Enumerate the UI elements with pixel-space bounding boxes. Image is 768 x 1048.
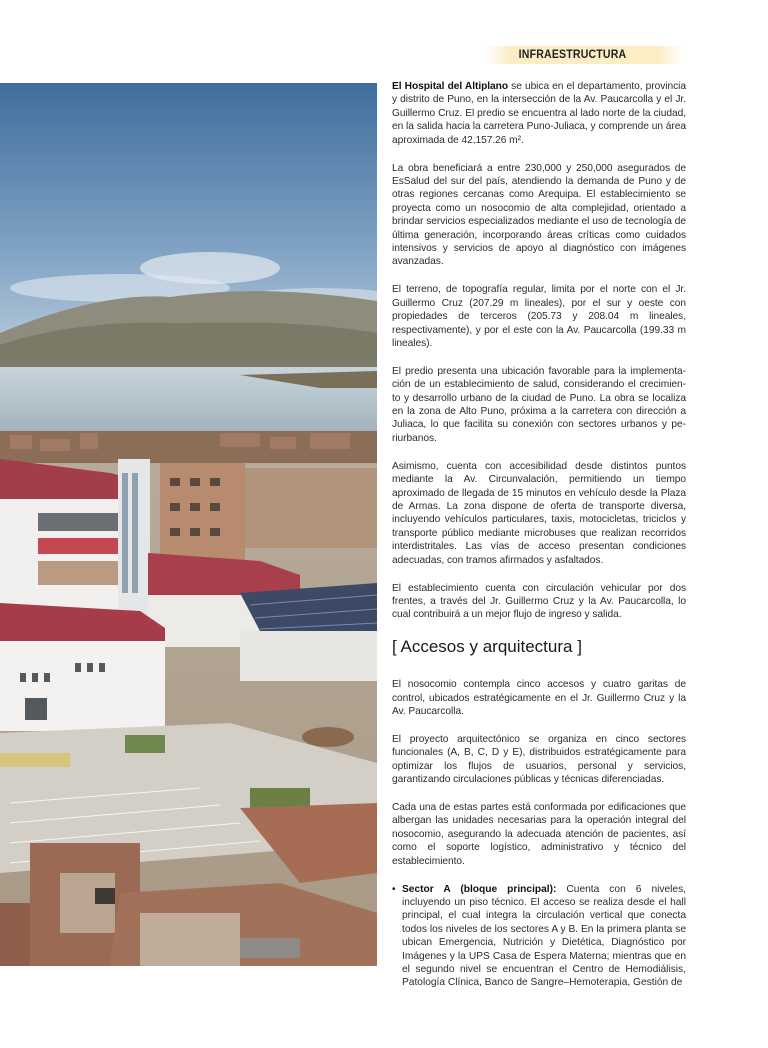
paragraph-terrain: El terreno, de topografía regular, limita por el norte con el Jr. Guillermo Cruz (207.29 m lineales), por el sur y oeste con propiedades de terceros (205.73 y 208.04 m lineales, respectivamente), y por el este con la Av. Paucarcolla (199.33 m lineales).: [392, 284, 686, 349]
hospital-aerial-photo: [0, 83, 377, 966]
photo-illustration: [0, 83, 377, 966]
sector-a-text: Cuenta con 6 niveles, incluyendo un piso técnico. El acceso se realiza desde el hall principal, el cual integra la circulación vertical que conecta todos los niveles de los sectores A y B. En la primera planta se ubican Emergencia, Nutrición y Dietética, Diagnóstico por Imágenes y la UPS Casa de Espera Materna; mientras que en el segundo nivel se encuentran el Centro de Hemodiálisis, Patología Clínica, Banco de Sangre–Hemoterapia, Gestión de: [402, 883, 686, 989]
location-text: se ubica en el departamento, provincia y distrito de Puno, en la intersección de la Av. Paucarcolla y el Jr. Guillermo Cruz. El predio se encuentra al lado norte de la ciudad, en la salida hacia la carretera Puno-Juliaca, y comprende un área aproximada de 42,157.26 m².: [392, 81, 686, 146]
paragraph-buildings: Cada una de estas partes está conformada por edificaciones que albergan las unidades necesarias para la operación integral del nosocomio, asegurando la adecuada atención de pacientes, así como el soporte logístico, administrativo y técnico del establecimiento.: [392, 802, 686, 867]
section-label: INFRAESTRUCTURA: [518, 47, 626, 61]
section-heading: [ Accesos y arquitectura ]: [392, 637, 582, 657]
paragraph-accesses: El nosocomio contempla cinco accesos y cuatro garitas de control, ubicados estratégicamente en el Jr. Guillermo Cruz y la Av. Paucarcolla.: [392, 679, 686, 718]
sector-list: [392, 883, 686, 990]
paragraph-sectors: El proyecto arquitectónico se organiza en cinco sectores funcionales (A, B, C, D y E), distribuidos estratégicamente para optimizar los flujos de usuarios, personal y servicios, garantizando circulaciones públicas y técnicas diferenciadas.: [392, 733, 686, 786]
list-item-sector-a: [392, 883, 686, 990]
paragraph-location: [392, 80, 686, 147]
paragraph-beneficiaries: La obra beneficiará a entre 230,000 y 250,000 asegurados de EsSalud del sur del país, atendiendo la demanda de Puno y de otras regiones cercanas como Arequipa. El establecimiento se proyecta como un nosocomio de alta complejidad, orientado a brindar servicios especializados mediante el uso de tecnología de última generación, incorporando áreas críticas como cuidados intensivos y servicios de apoyo al diagnóstico con imágenes avanzadas.: [392, 162, 686, 268]
hospital-name: El Hospital del Altiplano: [392, 81, 509, 92]
article-column: [392, 80, 686, 990]
section-tag: [486, 46, 682, 64]
bullet-icon: •: [392, 883, 396, 895]
paragraph-vehicle-circulation: El establecimiento cuenta con circulación vehicular por dos frentes, a través del Jr. Guillermo Cruz y la Av. Paucarcolla, lo cual contribuirá a un mejor flujo de ingreso y salida.: [392, 582, 686, 621]
sector-a-title: Sector A (bloque principal):: [402, 883, 557, 895]
paragraph-accessibility: Asimismo, cuenta con accesibilidad desde distintos puntos mediante la Av. Circunvalación, permitiendo un tiempo aproximado de llegada de 15 minutos en vehículo desde la Plaza de Armas. La zona dispone de oferta de transporte diversa, incluyendo vehículos particulares, taxis, motocicletas, triciclos y transporte público mediante microbuses que realizan recorridos interdistritales. Las vías de acceso presentan condiciones adecuadas, con tramos afirmados y asfaltados.: [392, 460, 686, 566]
paragraph-location-advantage: El predio presenta una ubicación favorable para la implementa-ción de un establecimiento de salud, considerando el crecimien-to y desarrollo urbano de la ciudad de Puno. La obra se localiza en la zona de Alto Puno, próxima a la carretera con dirección a Juliaca, lo que facilita su conexión con sectores urbanos y pe-riurbanos.: [392, 365, 686, 444]
